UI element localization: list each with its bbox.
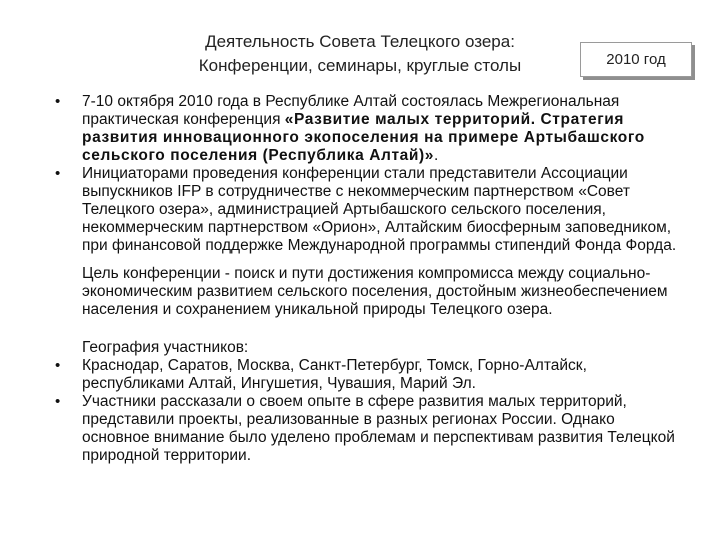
bullet-marker: • (55, 393, 61, 410)
slide-title (150, 30, 570, 78)
bullet-item-conference (52, 93, 684, 165)
geography-heading: География участников: (82, 339, 249, 356)
geography-text: Краснодар, Саратов, Москва, Санкт-Петербург, Томск, Горно-Алтайск, республиками Алтай, Ингушетия, Чувашия, Марий Эл. (82, 357, 587, 392)
bullet-item-initiators (52, 165, 684, 255)
conference-title-period: . (434, 147, 439, 164)
bullet-marker: • (55, 165, 61, 182)
title-line-2: Конференции, семинары, круглые столы (198, 56, 522, 75)
initiators-text: Инициаторами проведения конференции стали представители Ассоциации выпускников IFP в сотрудничестве с некоммерческим партнерством «Совет Телецкого озера», администрацией Артыбашского сельского поселения, некоммерческим партнерством «Орион», Алтайским биосферным заповедником, при финансовой поддержке Международной программы стипендий Фонда Форда. (82, 165, 677, 254)
bullet-marker: • (55, 357, 61, 374)
slide-content (52, 93, 684, 465)
conference-intro-text: 7-10 октября 2010 года в Республике Алтай состоялась Межрегиональная практическая конференция (82, 93, 620, 128)
bullet-marker: • (55, 93, 61, 110)
bullet-item-experience (52, 393, 684, 465)
goal-paragraph: Цель конференции - поиск и пути достижения компромисса между социально-экономическим развитием сельского поселения, достойным жизнеобеспечением населения и сохранением уникальной природы Телецкого озера. (82, 265, 668, 318)
conference-title: «Развитие малых территорий. Стратегия развития инновационного экопоселения на примере Артыбашского сельского поселения (Республика Алтай)» (82, 111, 645, 164)
title-line-1: Деятельность Совета Телецкого озера: (205, 32, 515, 51)
year-badge: 2010 год (580, 42, 692, 77)
experience-text: Участники рассказали о своем опыте в сфере развития малых территорий, представили проекты, реализованные в разных регионах России. Однако основное внимание было уделено проблемам и перспективам развития Телецкой природной территории. (82, 393, 675, 464)
bullet-item-geography (52, 357, 684, 393)
